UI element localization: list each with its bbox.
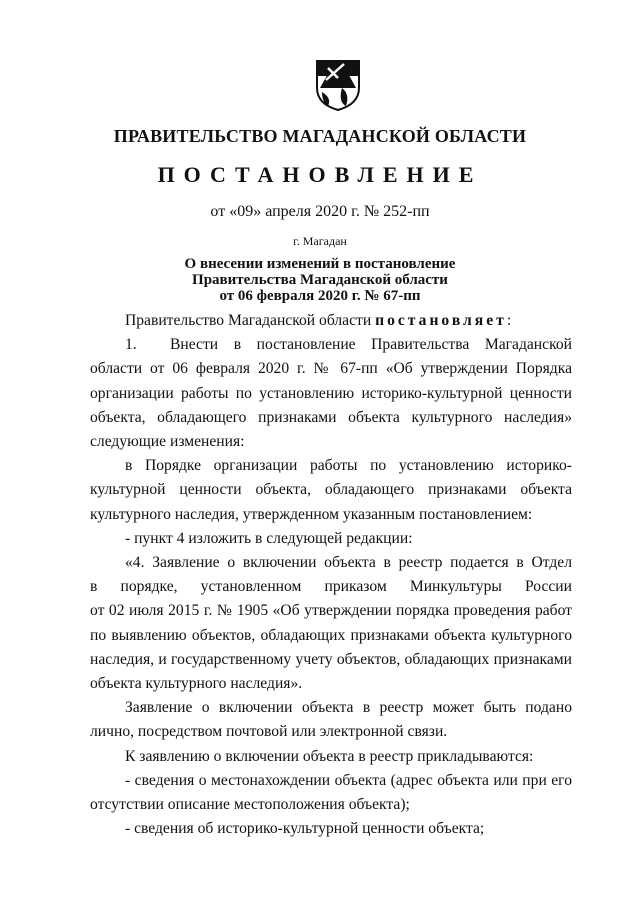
preamble <box>90 309 572 333</box>
item-1-text: Внести в постановление Правительства Магаданской области от 06 февраля 2020 г. № 67-пп «Об утверждении Порядка организации работы по установлению историко-культурной ценности объекта, обладающего признаками объекта культурного наследия» следующие изменения: <box>90 336 572 451</box>
document-subject <box>0 256 640 304</box>
preamble-text: Правительство Магаданской области <box>125 312 372 329</box>
item-1 <box>90 333 572 454</box>
preamble-colon: : <box>506 312 512 329</box>
subject-line-2: Правительства Магаданской области <box>192 272 448 288</box>
document-city: г. Магадан <box>293 234 347 248</box>
document-body <box>90 309 572 841</box>
paragraph-submission: Заявление о включении объекта в реестр может быть подано лично, посредством почтовой или электронной связи. <box>90 699 572 741</box>
subject-line-3: от 06 февраля 2020 г. № 67-пп <box>219 288 421 304</box>
paragraph-4-rest: от 02 июля 2015 г. № 1905 «Об утверждении порядка проведения работ по выявлению объектов, обладающих признаками объекта культурного наследия, и государственному учету объектов, обладающих признаками объекта культурного наследия». <box>90 602 572 693</box>
paragraph-location: - сведения о местонахождении объекта (адрес объекта или при его отсутствии описание местоположения объекта); <box>90 771 572 814</box>
coat-of-arms-icon <box>314 58 362 112</box>
document-date-number: от «09» апреля 2020 г. № 252-пп <box>210 203 430 220</box>
paragraph-procedure: в Порядке организации работы по установлению историко-культурной ценности объекта, обладающего признаками объекта культурного наследия, утвержденном указанным постановлением: <box>90 457 572 523</box>
paragraph-value: - сведения об историко-культурной ценности объекта; <box>125 820 485 838</box>
paragraph-point-4: - пункт 4 изложить в следующей редакции: <box>125 529 413 547</box>
government-name: ПРАВИТЕЛЬСТВО МАГАДАНСКОЙ ОБЛАСТИ <box>113 126 527 146</box>
item-1-number: 1. <box>125 336 137 354</box>
document-type: ПОСТАНОВЛЕНИЕ <box>157 162 483 187</box>
preamble-verb: постановляет <box>375 312 507 329</box>
subject-line-1: О внесении изменений в постановление <box>184 256 456 272</box>
paragraph-attachments: К заявлению о включении объекта в реестр прикладываются: <box>125 747 534 765</box>
paragraph-4-line-2: в порядке, установленном приказом Минкультуры России <box>90 578 572 596</box>
paragraph-4-line-1: «4. Заявление о включении объекта в реестр подается в Отдел <box>125 554 572 572</box>
